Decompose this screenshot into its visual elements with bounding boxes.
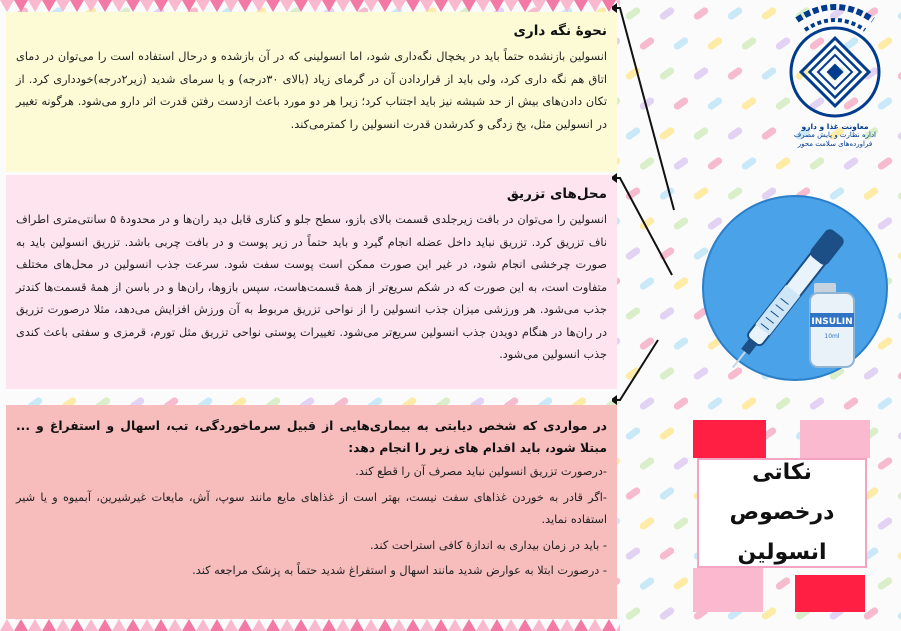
pill-pattern-mark	[896, 606, 901, 621]
border-triangle	[476, 619, 490, 631]
pill-pattern-mark	[808, 396, 825, 411]
border-triangle	[546, 0, 560, 12]
pill-pattern-mark	[760, 66, 777, 81]
border-triangle	[308, 0, 322, 12]
sick-day-item: - باید در زمان بیداری به اندازهٔ کافی استراحت کند.	[369, 538, 607, 552]
border-triangle	[532, 619, 546, 631]
decor-red-bottom	[795, 575, 865, 612]
border-triangle	[210, 619, 224, 631]
border-triangle	[210, 0, 224, 12]
border-triangle	[294, 619, 308, 631]
border-triangle	[112, 619, 126, 631]
bottom-triangle-border	[0, 619, 620, 631]
border-triangle	[448, 0, 462, 12]
border-triangle	[574, 619, 588, 631]
pill-pattern-mark	[726, 66, 743, 81]
border-triangle	[196, 619, 210, 631]
border-triangle	[406, 0, 420, 12]
pill-pattern-mark	[726, 126, 743, 141]
border-triangle	[140, 0, 154, 12]
border-triangle	[336, 619, 350, 631]
pill-pattern-mark	[842, 156, 859, 171]
border-triangle	[378, 619, 392, 631]
sick-day-item: -درصورت تزریق انسولین نباید مصرف آن را قطع کند.	[355, 465, 607, 478]
border-triangle	[280, 0, 294, 12]
pill-pattern-mark	[740, 36, 757, 51]
border-triangle	[350, 0, 364, 12]
border-triangle	[546, 619, 560, 631]
pill-pattern-mark	[896, 366, 901, 381]
border-triangle	[84, 0, 98, 12]
pill-pattern-mark	[876, 576, 893, 591]
injection-sites-title: محل‌های تزریق	[506, 186, 607, 202]
pill-pattern-mark	[774, 396, 791, 411]
pill-pattern-mark	[876, 456, 893, 471]
injection-sites-section	[6, 175, 617, 389]
vial-label: INSULIN	[811, 317, 853, 327]
border-triangle	[504, 619, 518, 631]
border-triangle	[140, 619, 154, 631]
border-triangle	[0, 0, 14, 12]
insulin-vial-icon	[810, 283, 854, 367]
border-triangle	[266, 619, 280, 631]
border-triangle	[308, 619, 322, 631]
pill-pattern-mark	[760, 126, 777, 141]
border-triangle	[224, 0, 238, 12]
border-triangle	[532, 0, 546, 12]
pill-pattern-mark	[896, 246, 901, 261]
border-triangle	[14, 0, 28, 12]
border-triangle	[504, 0, 518, 12]
border-triangle	[364, 619, 378, 631]
pill-pattern-mark	[842, 396, 859, 411]
top-triangle-border	[0, 0, 620, 12]
border-triangle	[84, 619, 98, 631]
border-triangle	[392, 0, 406, 12]
border-triangle	[56, 0, 70, 12]
border-triangle	[294, 0, 308, 12]
border-triangle	[70, 619, 84, 631]
pill-pattern-mark	[774, 156, 791, 171]
border-triangle	[168, 0, 182, 12]
border-triangle	[126, 0, 140, 12]
border-triangle	[588, 619, 602, 631]
pill-pattern-mark	[896, 306, 901, 321]
pill-pattern-mark	[896, 126, 901, 141]
storage-section	[6, 12, 617, 172]
border-triangle	[42, 0, 56, 12]
border-triangle	[28, 619, 42, 631]
border-triangle	[182, 619, 196, 631]
storage-body: انسولین بازنشده حتماً باید در یخچال نگه‌داری شود، اما انسولینی که در آن بازشده و درحال استفاده است را می‌توان در دمای اتاق هم نگه داری کرد، ولی باید از قراردادن آن در گرمای زیاد (بالای ۳۰درجه) و یا سرمای شدید (زیر۲درجه)خودداری کرد. از تکان دادن‌های بیش از حد شیشه نیز باید اجتناب کرد؛ زیرا هر دو مورد باعث ازدست رفتن قدرت اثر دارو می‌شود. هرگونه تغییر در انسولین مثل، یخ زدگی و کدرشدن قدرت انسولین را کمترمی‌کند.	[16, 50, 607, 131]
sick-day-title: در مواردی که شخص دیابتی به بیماری‌هایی از قبیل سرماخوردگی، تب، اسهال و استفراغ و ... مبتلا شود، باید اقدام های زیر را انجام دهد:	[16, 419, 607, 455]
border-triangle	[560, 619, 574, 631]
border-triangle	[70, 0, 84, 12]
border-triangle	[462, 619, 476, 631]
title-line-2: انسولین	[737, 540, 827, 565]
border-triangle	[252, 619, 266, 631]
border-triangle	[42, 619, 56, 631]
border-triangle	[392, 619, 406, 631]
border-triangle	[490, 0, 504, 12]
border-triangle	[154, 0, 168, 12]
pill-pattern-mark	[896, 66, 901, 81]
pill-pattern-mark	[876, 516, 893, 531]
border-triangle	[476, 0, 490, 12]
injection-sites-body: انسولین را می‌توان در بافت زیرجلدی قسمت بالای بازو، سطح جلو و کناری قابل دید ران‌ها و در محدودهٔ ۵ سانتی‌متری اطراف ناف تزریق کرد. تزریق نباید داخل عضله انجام گیرد و باید حتماً در زیر پوست و در بافت چربی باشد. تزریق انسولین باید به صورت چرخشی انجام شود، در غیر این صورت ممکن است پوست سفت شود. سرعت جذب انسولین در محل‌های مختلف متفاوت است، به این صورت که در شکم سریع‌تر از همهٔ قسمت‌هاست، سپس بازوها، ران‌ها و در باسن از همهٔ قسمت‌ها کندتر جذب می‌شود. هر ورزشی میزان جذب انسولین را از نواحی تزریق مربوط به آن ورزش افزایش می‌دهد، مثلا درصورت تزریق در ران‌ها در هنگام دویدن جذب انسولین سریع‌تر می‌شود. تغییرات پوستی نواحی تزریق مثل تورم، قرمزی و سفتی باعث کندی جذب انسولین می‌شود.	[16, 213, 607, 361]
pill-pattern-mark	[774, 576, 791, 591]
border-triangle	[252, 0, 266, 12]
pill-pattern-mark	[760, 6, 777, 21]
border-triangle	[322, 619, 336, 631]
pill-pattern-mark	[876, 156, 893, 171]
border-triangle	[518, 619, 532, 631]
sick-day-section	[6, 405, 617, 619]
pill-pattern-mark	[740, 96, 757, 111]
border-triangle	[574, 0, 588, 12]
pill-pattern-mark	[808, 156, 825, 171]
border-triangle	[182, 0, 196, 12]
border-triangle	[98, 0, 112, 12]
vial-sublabel: 10ml	[824, 333, 840, 340]
border-triangle	[126, 619, 140, 631]
pill-pattern-mark	[896, 426, 901, 441]
border-triangle	[0, 619, 14, 631]
border-triangle	[280, 619, 294, 631]
border-triangle	[56, 619, 70, 631]
border-triangle	[28, 0, 42, 12]
logo-caption-title: معاونت غذا و دارو	[801, 122, 869, 131]
university-logo	[783, 0, 887, 146]
border-triangle	[378, 0, 392, 12]
border-triangle	[336, 0, 350, 12]
logo-caption-subtitle: اداره نظارت و پایش مصرف فراورده‌های سلامت محور	[793, 131, 877, 148]
pill-pattern-mark	[726, 6, 743, 21]
storage-title: نحوهٔ نگه داری	[513, 23, 607, 39]
border-triangle	[14, 619, 28, 631]
insulin-pen-illustration	[702, 195, 888, 381]
pill-pattern-mark	[896, 546, 901, 561]
emblem-icon	[783, 0, 887, 118]
border-triangle	[238, 619, 252, 631]
border-triangle	[588, 0, 602, 12]
sick-day-item: - درصورت ابتلا به عوارض شدید مانند اسهال و استفراغ شدید حتماً به پزشک مراجعه کند.	[192, 564, 607, 577]
border-triangle	[168, 619, 182, 631]
border-triangle	[420, 0, 434, 12]
border-triangle	[350, 619, 364, 631]
border-triangle	[364, 0, 378, 12]
pill-pattern-mark	[876, 396, 893, 411]
border-triangle	[224, 619, 238, 631]
decor-pink-bottom	[693, 568, 763, 612]
border-triangle	[420, 619, 434, 631]
border-triangle	[434, 619, 448, 631]
border-triangle	[406, 619, 420, 631]
border-triangle	[462, 0, 476, 12]
border-triangle	[518, 0, 532, 12]
border-triangle	[112, 0, 126, 12]
border-triangle	[490, 619, 504, 631]
title-line-1: نکاتی درخصوص	[729, 460, 835, 525]
border-triangle	[154, 619, 168, 631]
pill-pattern-mark	[896, 486, 901, 501]
border-triangle	[196, 0, 210, 12]
border-triangle	[238, 0, 252, 12]
border-triangle	[560, 0, 574, 12]
border-triangle	[98, 619, 112, 631]
border-triangle	[434, 0, 448, 12]
title-card	[697, 458, 867, 568]
border-triangle	[322, 0, 336, 12]
pill-pattern-mark	[740, 396, 757, 411]
border-triangle	[448, 619, 462, 631]
border-triangle	[266, 0, 280, 12]
pill-pattern-mark	[896, 6, 901, 21]
pill-pattern-mark	[740, 156, 757, 171]
sick-day-item: -اگر قادر به خوردن غذاهای سفت نیست، بهتر است از غذاهای مایع مانند سوپ، آش، مایعات غیرشیرین، آبمیوه و یا شیر استفاده نماید.	[16, 490, 607, 526]
pill-pattern-mark	[896, 186, 901, 201]
